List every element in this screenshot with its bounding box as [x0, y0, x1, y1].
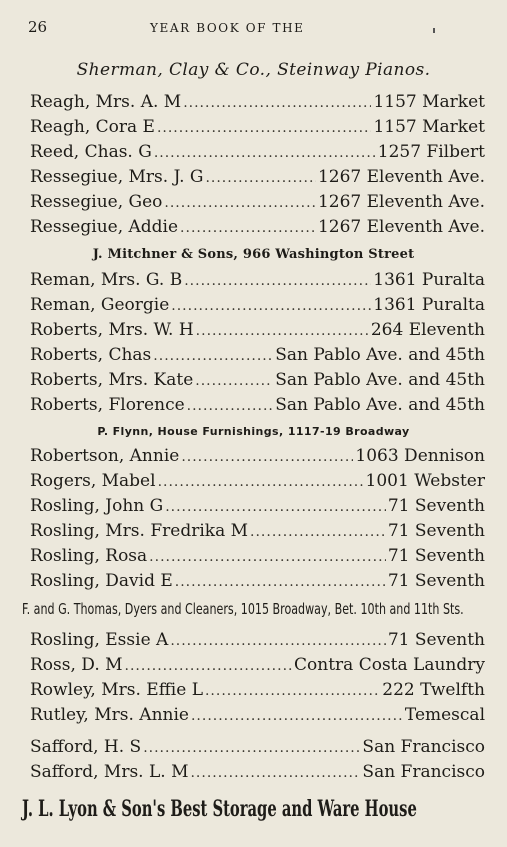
page-number: 26 [28, 18, 48, 36]
entry-address: 1267 Eleventh Ave. [317, 217, 485, 237]
entry-name: Reagh, Mrs. A. M [30, 92, 182, 112]
directory-entry [30, 140, 485, 164]
entry-address: San Francisco [362, 737, 485, 757]
leader-dots [205, 679, 380, 703]
print-speck [433, 28, 435, 33]
leader-dots [180, 216, 316, 240]
leader-dots [175, 570, 386, 594]
entry-name: Ross, D. M [30, 655, 123, 675]
entry-name: Rowley, Mrs. Effie L [30, 680, 203, 700]
directory-entry [30, 90, 485, 114]
entry-address: 1361 Puralta [373, 295, 485, 315]
entry-name: Ressegiue, Mrs. J. G [30, 167, 204, 187]
leader-dots [153, 344, 273, 368]
directory-entry [30, 115, 485, 139]
directory-entry [30, 653, 485, 677]
leader-dots [181, 445, 353, 469]
directory-entry [30, 368, 485, 392]
entry-address: 71 Seventh [387, 546, 485, 566]
running-title: YEAR BOOK OF THE [150, 21, 305, 35]
leader-dots [187, 394, 274, 418]
leader-dots [191, 704, 403, 728]
leader-dots [158, 470, 364, 494]
directory-entry [30, 343, 485, 367]
directory-entry [30, 318, 485, 342]
entry-address: 71 Seventh [387, 521, 485, 541]
entry-name: Roberts, Mrs. W. H [30, 320, 194, 340]
directory-entry [30, 519, 485, 543]
leader-dots [183, 91, 371, 115]
entry-name: Roberts, Chas [30, 345, 152, 365]
leader-dots [196, 319, 369, 343]
leader-dots [143, 736, 360, 760]
entry-name: Safford, Mrs. L. M [30, 762, 189, 782]
page-header [0, 18, 507, 38]
directory-entry [30, 544, 485, 568]
entry-address: 264 Eleventh [370, 320, 485, 340]
directory-entry [30, 678, 485, 702]
entry-name: Robertson, Annie [30, 446, 180, 466]
entry-address: Contra Costa Laundry [294, 655, 485, 675]
entry-address: 71 Seventh [387, 496, 485, 516]
directory-entry [30, 444, 485, 468]
entry-name: Reagh, Cora E [30, 117, 155, 137]
directory-entry [30, 569, 485, 593]
leader-dots [195, 369, 273, 393]
entry-name: Reman, Georgie [30, 295, 170, 315]
leader-dots [125, 654, 293, 678]
directory-entry [30, 268, 485, 292]
directory-entry [30, 628, 485, 652]
directory-entry [30, 494, 485, 518]
ad-thomas: F. and G. Thomas, Dyers and Cleaners, 1015 Broadway, Bet. 10th and 11th Sts. [22, 600, 464, 618]
entry-name: Ressegiue, Geo [30, 192, 163, 212]
leader-dots [149, 545, 386, 569]
directory-entry [30, 393, 485, 417]
entry-name: Rosling, John G [30, 496, 164, 516]
directory-entry [30, 293, 485, 317]
directory-entry [30, 760, 485, 784]
entry-address: San Francisco [362, 762, 485, 782]
entry-name: Rosling, Rosa [30, 546, 148, 566]
entry-address: 1257 Filbert [377, 142, 485, 162]
entry-name: Rutley, Mrs. Annie [30, 705, 189, 725]
ad-mitchner: J. Mitchner & Sons, 966 Washington Street [92, 247, 415, 262]
entry-address: 1267 Eleventh Ave. [317, 192, 485, 212]
entry-address: San Pablo Ave. and 45th [275, 395, 485, 415]
entry-address: 222 Twelfth [382, 680, 485, 700]
leader-dots [170, 629, 386, 653]
entry-address: 1063 Dennison [355, 446, 485, 466]
leader-dots [250, 520, 386, 544]
ad-lyon: J. L. Lyon & Son's Best Storage and Ware House [22, 796, 417, 822]
entry-address: 1361 Puralta [373, 270, 485, 290]
entry-address: 1001 Webster [365, 471, 485, 491]
leader-dots [171, 294, 371, 318]
entry-name: Rosling, Essie A [30, 630, 169, 650]
ad-flynn: P. Flynn, House Furnishings, 1117-19 Broadway [97, 425, 410, 438]
leader-dots [190, 761, 360, 785]
entry-name: Ressegiue, Addie [30, 217, 179, 237]
leader-dots [154, 141, 376, 165]
directory-entry [30, 190, 485, 214]
ad-sherman-clay: Sherman, Clay & Co., Steinway Pianos. [76, 60, 431, 80]
directory-entry [30, 735, 485, 759]
entry-name: Safford, H. S [30, 737, 142, 757]
entry-address: 71 Seventh [387, 630, 485, 650]
entry-name: Roberts, Florence [30, 395, 185, 415]
entry-name: Reed, Chas. G [30, 142, 152, 162]
directory-entry [30, 215, 485, 239]
leader-dots [157, 116, 372, 140]
entry-address: 71 Seventh [387, 571, 485, 591]
entry-name: Reman, Mrs. G. B [30, 270, 183, 290]
entry-address: 1267 Eleventh Ave. [317, 167, 485, 187]
entry-name: Rosling, David E [30, 571, 173, 591]
entry-address: Temescal [404, 705, 485, 725]
leader-dots [205, 166, 316, 190]
entry-name: Roberts, Mrs. Kate [30, 370, 194, 390]
entry-name: Rogers, Mabel [30, 471, 156, 491]
leader-dots [165, 495, 386, 519]
leader-dots [184, 269, 371, 293]
leader-dots [164, 191, 316, 215]
entry-name: Rosling, Mrs. Fredrika M [30, 521, 249, 541]
directory-entry [30, 469, 485, 493]
entry-address: 1157 Market [373, 92, 485, 112]
entry-address: 1157 Market [373, 117, 485, 137]
directory-entry [30, 703, 485, 727]
entry-address: San Pablo Ave. and 45th [275, 345, 485, 365]
directory-entry [30, 165, 485, 189]
entry-address: San Pablo Ave. and 45th [275, 370, 485, 390]
